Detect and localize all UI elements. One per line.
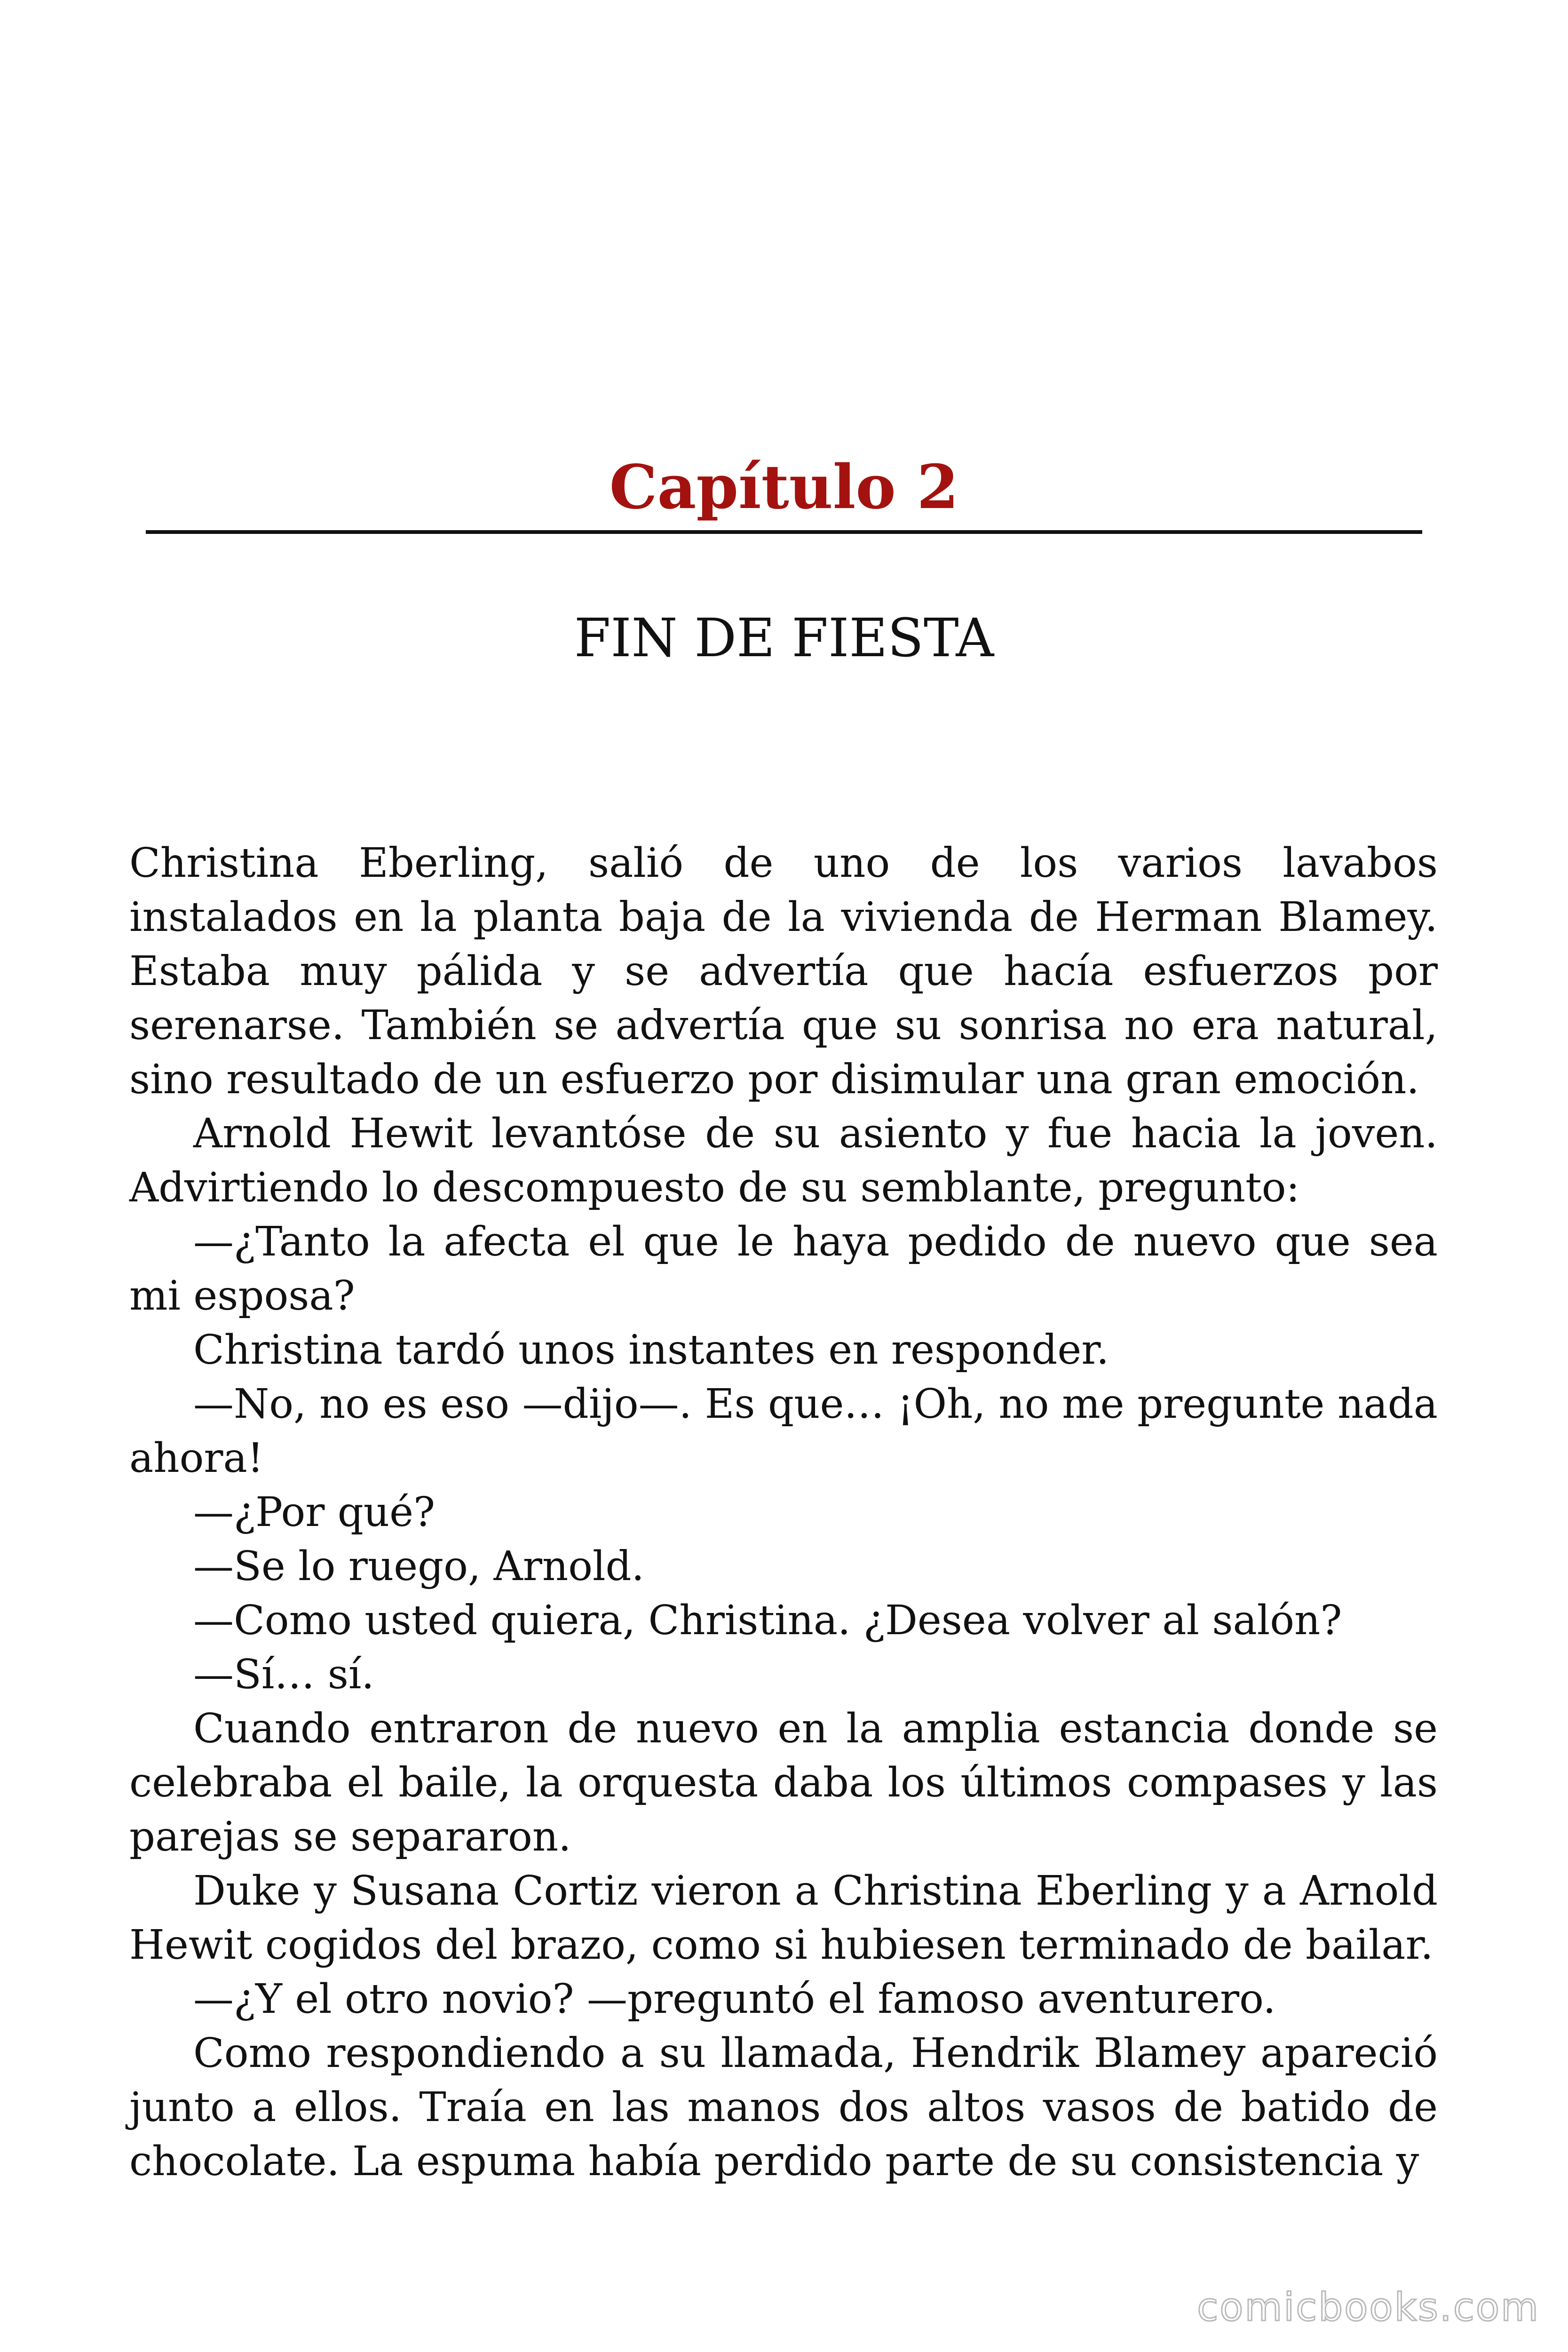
- chapter-divider: [146, 530, 1422, 534]
- paragraph: Cuando entraron de nuevo en la amplia estancia donde se celebraba el baile, la orquesta daba los últimos compases y las parejas se separaron.: [129, 1705, 1438, 1860]
- paragraph: Como respondiendo a su llamada, Hendrik Blamey apareció junto a ellos. Traía en las manos dos altos vasos de batido de chocolate. La espuma había perdido parte de su consistencia y: [129, 2030, 1438, 2185]
- paragraph: —¿Y el otro novio? —preguntó el famoso aventurero.: [193, 1976, 1276, 2023]
- paragraph: Arnold Hewit levantóse de su asiento y fue hacia la joven. Advirtiendo lo descompuesto de su semblante, pregunto:: [129, 1110, 1438, 1211]
- paragraph: Duke y Susana Cortiz vieron a Christina Eberling y a Arnold Hewit cogidos del brazo, como si hubiesen terminado de bailar.: [129, 1867, 1438, 1969]
- paragraph: —Como usted quiera, Christina. ¿Desea volver al salón?: [193, 1597, 1342, 1644]
- paragraph: Christina tardó unos instantes en responder.: [193, 1327, 1109, 1374]
- chapter-title: Capítulo 2: [609, 452, 959, 523]
- paragraph: —No, no es eso —dijo—. Es que… ¡Oh, no me pregunte nada ahora!: [129, 1381, 1438, 1482]
- paragraph: —Se lo ruego, Arnold.: [193, 1543, 644, 1590]
- paragraph: Christina Eberling, salió de uno de los varios lavabos instalados en la planta baja de la vivienda de Herman Blamey. Estaba muy pálida y se advertía que hacía esfuerzos por serenarse. También se advertía que su sonrisa no era natural, sino resultado de un esfuerzo por disimular una gran emoción.: [129, 840, 1438, 1103]
- body-text: [129, 836, 1438, 2189]
- watermark: comicbooks.com: [1197, 2285, 1540, 2330]
- chapter-subtitle: FIN DE FIESTA: [574, 608, 994, 669]
- paragraph: —¿Por qué?: [193, 1489, 436, 1536]
- paragraph: —¿Tanto la afecta el que le haya pedido de nuevo que sea mi esposa?: [129, 1218, 1438, 1319]
- paragraph: —Sí… sí.: [193, 1651, 374, 1698]
